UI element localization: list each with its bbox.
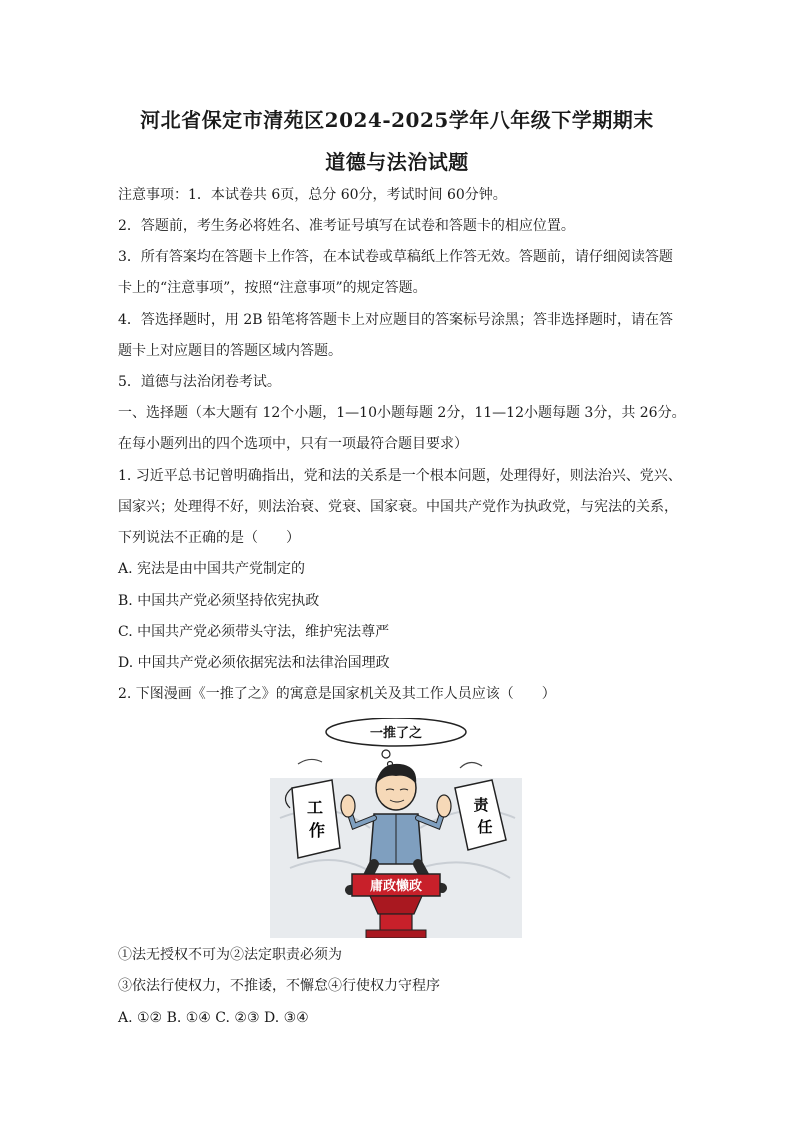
section-instruction: 在每小题列出的四个选项中，只有一项最符合题目要求） — [118, 436, 468, 452]
q1-option-c: C. 中国共产党必须带头守法，维护宪法尊严 — [118, 624, 390, 640]
note-line-2: 2．答题前，考生务必将姓名、准考证号填写在试卷和答题卡的相应位置。 — [118, 218, 575, 234]
note-line-3: 3．所有答案均在答题卡上作答，在本试卷或草稿纸上作答无效。答题前，请仔细阅读答题 — [118, 249, 673, 265]
bubble-text: 一推了之 — [369, 726, 423, 741]
note-line-5: 4．答选择题时，用 2B 铅笔将答题卡上对应题目的答案标号涂黑；答非选择题时，请在答 — [118, 312, 674, 328]
note-line-7: 5．道德与法治闭卷考试。 — [118, 374, 281, 390]
exam-title: 河北省保定市清苑区2024-2025学年八年级下学期期末 — [140, 108, 654, 132]
pedestal-label: 庸政懒政 — [369, 879, 423, 894]
section-heading: 一、选择题（本大题有 12个小题，1—10小题每题 2分，11—12小题每题 3分，共 26分。 — [118, 405, 686, 421]
q2-statements-2: ③依法行使权力，不推诿，不懈怠④行使权力守程序 — [118, 978, 440, 994]
q1-option-b: B. 中国共产党必须坚持依宪执政 — [118, 593, 320, 609]
q2-choices: A. ①② B. ①④ C. ②③ D. ③④ — [118, 1010, 309, 1026]
q2-statements-1: ①法无授权不可为②法定职责必须为 — [118, 947, 342, 963]
cartoon-illustration — [270, 718, 522, 938]
resp-char-1: 责 — [473, 796, 489, 814]
note-line-6: 题卡上对应题目的答题区域内答题。 — [118, 343, 342, 359]
work-char-1: 工 — [306, 798, 324, 817]
note-line-1: 注意事项：1．本试卷共 6页，总分 60分，考试时间 60分钟。 — [118, 187, 507, 203]
cartoon-figure — [270, 718, 522, 938]
q2-stem: 2. 下图漫画《一推了之》的寓意是国家机关及其工作人员应该（ ） — [118, 686, 556, 702]
note-line-4: 卡上的“注意事项”，按照“注意事项”的规定答题。 — [118, 280, 427, 296]
q1-stem-line-3: 下列说法不正确的是（ ） — [118, 530, 300, 546]
q1-stem-line-2: 国家兴；处理得不好，则法治衰、党衰、国家衰。中国共产党作为执政党，与宪法的关系， — [118, 499, 678, 515]
exam-subtitle: 道德与法治试题 — [325, 150, 469, 174]
resp-char-2: 任 — [477, 818, 493, 836]
q1-option-a: A. 宪法是由中国共产党制定的 — [118, 561, 306, 577]
q1-stem-line-1: 1. 习近平总书记曾明确指出，党和法的关系是一个根本问题，处理得好，则法治兴、党兴、 — [118, 468, 682, 484]
work-char-2: 作 — [308, 821, 326, 840]
q1-option-d: D. 中国共产党必须依据宪法和法律治国理政 — [118, 655, 390, 671]
